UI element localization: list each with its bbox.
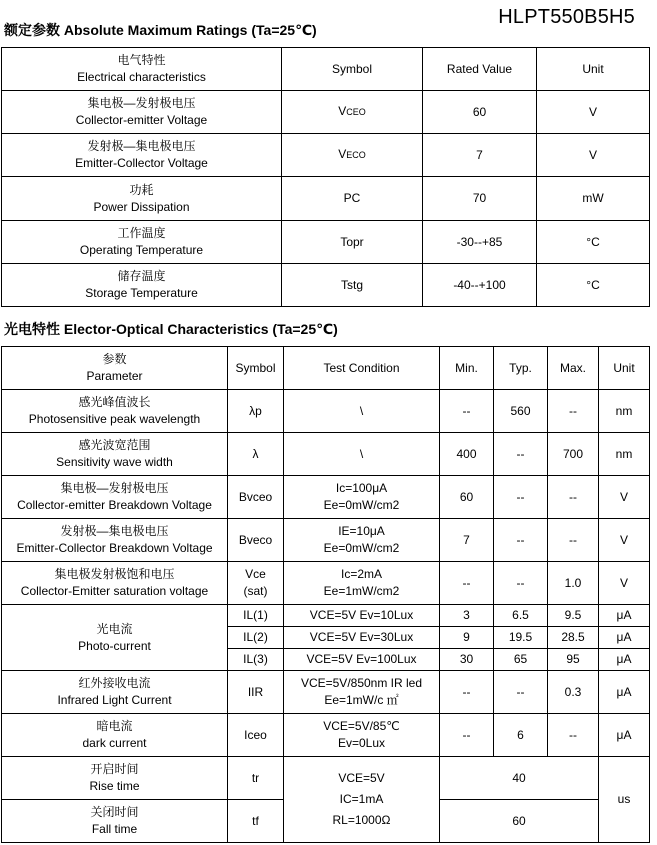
typ-cell: --	[494, 562, 548, 605]
condition-cell: Ic=2mA Ee=1mW/cm2	[284, 562, 440, 605]
header-param-cn: 电气特性	[117, 53, 166, 67]
table-row	[2, 221, 650, 264]
time-unit-cell: us	[599, 757, 650, 843]
typ-cell: 6	[494, 714, 548, 757]
unit-cell: V	[537, 134, 650, 177]
symbol-cell: Bvceo	[228, 476, 284, 519]
table-row	[2, 476, 650, 519]
header-symbol: Symbol	[228, 347, 284, 390]
max-cell: 0.3	[548, 671, 599, 714]
photo-current-param: 光电流 Photo-current	[2, 605, 228, 671]
typ-cell: 6.5	[494, 605, 548, 627]
symbol-cell: Iceo	[228, 714, 284, 757]
max-cell: 700	[548, 433, 599, 476]
symbol-cell: tr	[228, 757, 284, 800]
param-en: Collector-emitter Breakdown Voltage	[17, 498, 212, 512]
max-cell: 1.0	[548, 562, 599, 605]
unit-cell: nm	[599, 433, 650, 476]
param-cn: 感光波宽范围	[78, 438, 151, 452]
param-en: Emitter-Collector Voltage	[75, 156, 208, 170]
param-cn: 开启时间	[90, 762, 139, 776]
part-number: HLPT550B5H5	[498, 6, 635, 28]
param-en: dark current	[82, 736, 147, 750]
symbol-cell: Topr	[282, 221, 423, 264]
header-param-en: Parameter	[86, 369, 143, 383]
min-cell: --	[440, 671, 494, 714]
condition-cell: IE=10μA Ee=0mW/cm2	[284, 519, 440, 562]
condition-cell: VCE=5V Ev=100Lux	[284, 649, 440, 671]
condition-cell: VCE=5V Ev=30Lux	[284, 627, 440, 649]
unit-cell: V	[599, 562, 650, 605]
table-row	[2, 390, 650, 433]
param-en: Collector-emitter Voltage	[75, 113, 208, 127]
table-row	[2, 714, 650, 757]
symbol-cell: VCEO	[282, 91, 423, 134]
table-row	[2, 134, 650, 177]
table-row	[2, 671, 650, 714]
header-parameter	[2, 347, 228, 390]
time-condition-cell: VCE=5V IC=1mA RL=1000Ω	[284, 757, 440, 843]
param-cn: 集电极发射极饱和电压	[54, 567, 175, 581]
unit-cell: μA	[599, 605, 650, 627]
condition-cell: \	[284, 390, 440, 433]
param-en: Collector-Emitter saturation voltage	[20, 584, 209, 598]
param-cn: 红外接收电流	[78, 676, 151, 690]
symbol-cell: λp	[228, 390, 284, 433]
table-header-row	[2, 347, 650, 390]
table-row	[2, 433, 650, 476]
unit-cell: μA	[599, 714, 650, 757]
eo-characteristics-table	[1, 346, 650, 843]
max-cell: 95	[548, 649, 599, 671]
value-cell: -30--+85	[423, 221, 537, 264]
value-cell: 60	[423, 91, 537, 134]
typ-cell: 19.5	[494, 627, 548, 649]
unit-cell: μA	[599, 671, 650, 714]
min-cell: --	[440, 714, 494, 757]
rise-time-value: 40	[440, 757, 599, 800]
eo-characteristics-title: 光电特性 Elector-Optical Characteristics (Ta=25℃)	[4, 321, 338, 337]
min-cell: 400	[440, 433, 494, 476]
symbol-cell: Vce (sat)	[228, 562, 284, 605]
param-cn: 发射极—集电极电压	[87, 139, 196, 153]
symbol-cell: Tstg	[282, 264, 423, 307]
header-min: Min.	[440, 347, 494, 390]
unit-cell: V	[599, 476, 650, 519]
param-en: Power Dissipation	[93, 199, 190, 214]
unit-cell: °C	[537, 221, 650, 264]
typ-cell: --	[494, 476, 548, 519]
param-en: Operating Temperature	[79, 243, 204, 257]
param-cn: 集电极—发射极电压	[60, 481, 169, 495]
min-cell: 7	[440, 519, 494, 562]
absolute-ratings-table	[1, 47, 650, 307]
param-cn: 集电极—发射极电压	[87, 96, 196, 110]
max-cell: --	[548, 390, 599, 433]
absolute-ratings-title: 额定参数 Absolute Maximum Ratings (Ta=25℃)	[4, 22, 317, 38]
header-unit: Unit	[599, 347, 650, 390]
param-cn: 关闭时间	[90, 805, 139, 819]
min-cell: 9	[440, 627, 494, 649]
typ-cell: --	[494, 519, 548, 562]
min-cell: 30	[440, 649, 494, 671]
table-row	[2, 757, 650, 800]
max-cell: --	[548, 476, 599, 519]
unit-cell: μA	[599, 627, 650, 649]
header-typ: Typ.	[494, 347, 548, 390]
table-row	[2, 605, 650, 627]
table-row	[2, 264, 650, 307]
max-cell: 9.5	[548, 605, 599, 627]
param-en: Fall time	[91, 822, 138, 836]
param-en: Photosensitive peak wavelength	[28, 412, 201, 426]
unit-cell: °C	[537, 264, 650, 307]
table-header-row	[2, 48, 650, 91]
symbol-cell: PC	[282, 177, 423, 221]
symbol-cell: IL(2)	[228, 627, 284, 649]
typ-cell: 65	[494, 649, 548, 671]
symbol-cell: Bveco	[228, 519, 284, 562]
header-param-en: Electrical characteristics	[77, 70, 206, 84]
header-unit: Unit	[537, 48, 650, 91]
min-cell: --	[440, 390, 494, 433]
header-symbol: Symbol	[282, 48, 423, 91]
header-test-condition: Test Condition	[284, 347, 440, 390]
symbol-cell: λ	[228, 433, 284, 476]
header-max: Max.	[548, 347, 599, 390]
symbol-cell: tf	[228, 800, 284, 843]
unit-cell: mW	[537, 177, 650, 221]
min-cell: --	[440, 562, 494, 605]
typ-cell: 560	[494, 390, 548, 433]
param-cn: 工作温度	[117, 226, 166, 240]
max-cell: --	[548, 714, 599, 757]
unit-cell: μA	[599, 649, 650, 671]
max-cell: --	[548, 519, 599, 562]
condition-cell: VCE=5V/850nm IR led Ee=1mW/c ㎡	[284, 671, 440, 714]
table-row	[2, 91, 650, 134]
condition-cell: VCE=5V Ev=10Lux	[284, 605, 440, 627]
header-rated-value: Rated Value	[423, 48, 537, 91]
symbol-cell: IL(3)	[228, 649, 284, 671]
table-row	[2, 519, 650, 562]
fall-time-value: 60	[440, 800, 599, 843]
value-cell: 70	[423, 177, 537, 221]
condition-cell: \	[284, 433, 440, 476]
value-cell: 7	[423, 134, 537, 177]
param-en: Rise time	[89, 779, 140, 793]
param-en: Emitter-Collector Breakdown Voltage	[16, 541, 213, 555]
param-cn: 发射极—集电极电压	[60, 524, 169, 538]
param-en: Sensitivity wave width	[56, 455, 173, 469]
table-row	[2, 562, 650, 605]
symbol-cell: IL(1)	[228, 605, 284, 627]
unit-cell: V	[537, 91, 650, 134]
symbol-cell: IIR	[228, 671, 284, 714]
typ-cell: --	[494, 433, 548, 476]
header-param-cn: 参数	[102, 352, 127, 366]
unit-cell: nm	[599, 390, 650, 433]
condition-cell: VCE=5V/85℃ Ev=0Lux	[284, 714, 440, 757]
unit-cell: V	[599, 519, 650, 562]
header-parameter	[2, 48, 282, 91]
min-cell: 3	[440, 605, 494, 627]
param-en: Storage Temperature	[85, 286, 198, 300]
typ-cell: --	[494, 671, 548, 714]
value-cell: -40--+100	[423, 264, 537, 307]
param-cn: 功耗	[129, 182, 154, 197]
param-cn: 感光峰值波长	[78, 395, 151, 409]
table-row	[2, 177, 650, 221]
param-cn: 暗电流	[96, 719, 133, 733]
condition-cell: Ic=100μA Ee=0mW/cm2	[284, 476, 440, 519]
min-cell: 60	[440, 476, 494, 519]
max-cell: 28.5	[548, 627, 599, 649]
param-en: Infrared Light Current	[57, 693, 172, 707]
symbol-cell: VECO	[282, 134, 423, 177]
param-cn: 储存温度	[117, 269, 166, 283]
